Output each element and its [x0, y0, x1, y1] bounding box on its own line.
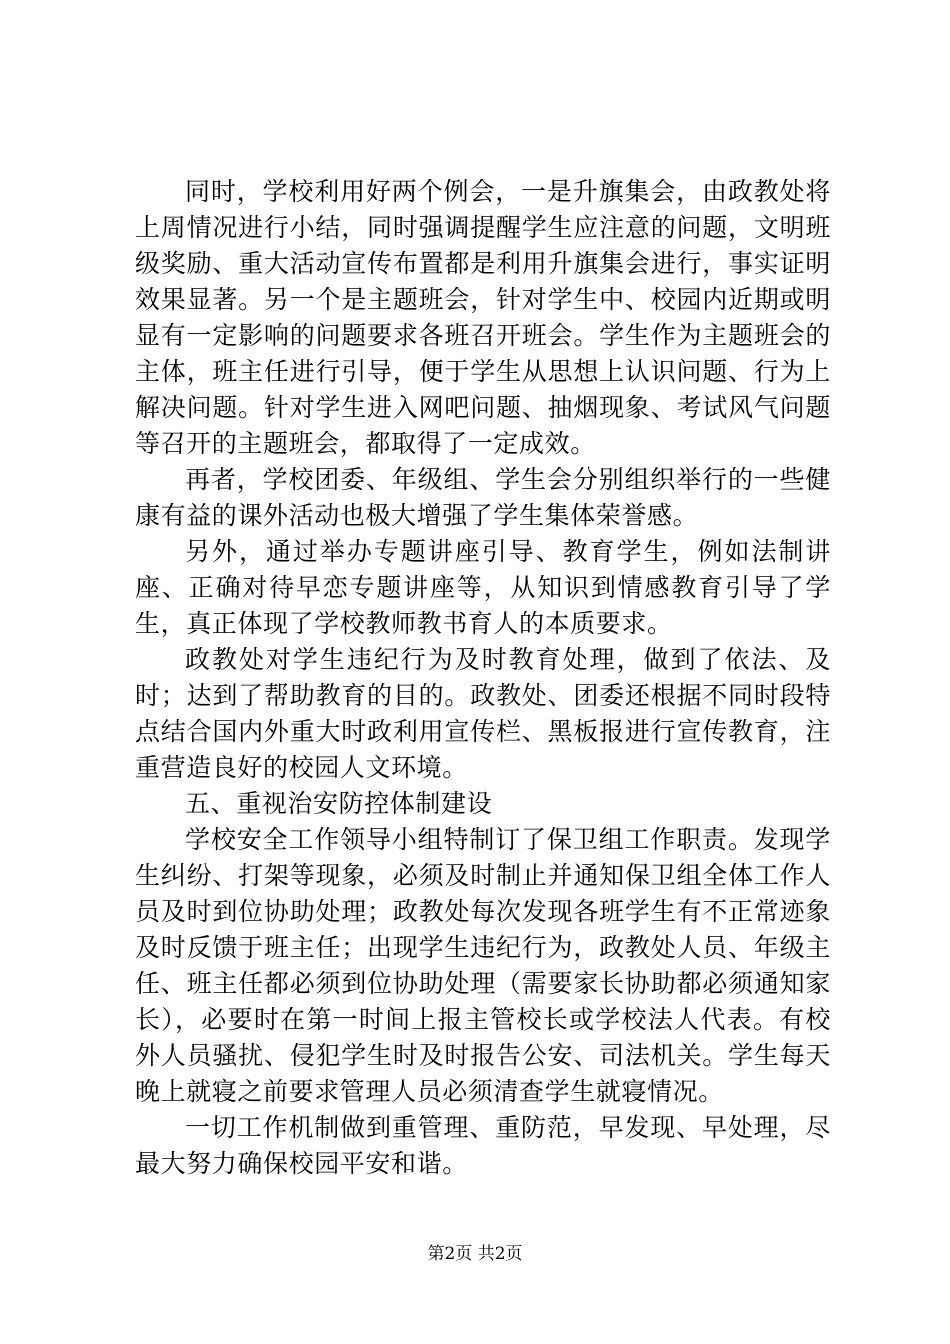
- paragraph-conclusion: 一切工作机制做到重管理、重防范，早发现、早处理，尽最大努力确保校园平安和谐。: [135, 1113, 831, 1178]
- paragraph-security-duties: 学校安全工作领导小组特制订了保卫组工作职责。发现学生纠纷、打架等现象，必须及时制止并通知保卫组全体工作人员及时到位协助处理；政教处每次发现各班学生有不正常迹象及时反馈于班主任；出现学生违纪行为，政教处人员、年级主任、班主任都必须到位协助处理（需要家长协助都必须通知家长），必要时在第一时间上报主管校长或学校法人代表。有校外人员骚扰、侵犯学生时及时报告公安、司法机关。学生每天晚上就寝之前要求管理人员必须清查学生就寝情况。: [135, 825, 831, 1106]
- paragraph-lectures: 另外，通过举办专题讲座引导、教育学生，例如法制讲座、正确对待早恋专题讲座等，从知识到情感教育引导了学生，真正体现了学校教师教书育人的本质要求。: [135, 537, 831, 638]
- document-body: [135, 174, 831, 1182]
- section-heading-security: 五、重视治安防控体制建设: [185, 789, 493, 818]
- page-footer: 第2页 共2页: [427, 1244, 523, 1264]
- paragraph-example-meetings: 同时，学校利用好两个例会，一是升旗集会，由政教处将上周情况进行小结，同时强调提醒学生应注意的问题，文明班级奖励、重大活动宣传布置都是利用升旗集会进行，事实证明效果显著。另一个是主题班会，针对学生中、校园内近期或明显有一定影响的问题要求各班召开班会。学生作为主题班会的主体，班主任进行引导，便于学生从思想上认识问题、行为上解决问题。针对学生进入网吧问题、抽烟现象、考试风气问题等召开的主题班会，都取得了一定成效。: [135, 177, 831, 458]
- paragraph-discipline: 政教处对学生违纪行为及时教育处理，做到了依法、及时；达到了帮助教育的目的。政教处、团委还根据不同时段特点结合国内外重大时政利用宣传栏、黑板报进行宣传教育，注重营造良好的校园人文环境。: [135, 645, 831, 782]
- paragraph-extracurricular: 再者，学校团委、年级组、学生会分别组织举行的一些健康有益的课外活动也极大增强了学生集体荣誉感。: [135, 465, 831, 530]
